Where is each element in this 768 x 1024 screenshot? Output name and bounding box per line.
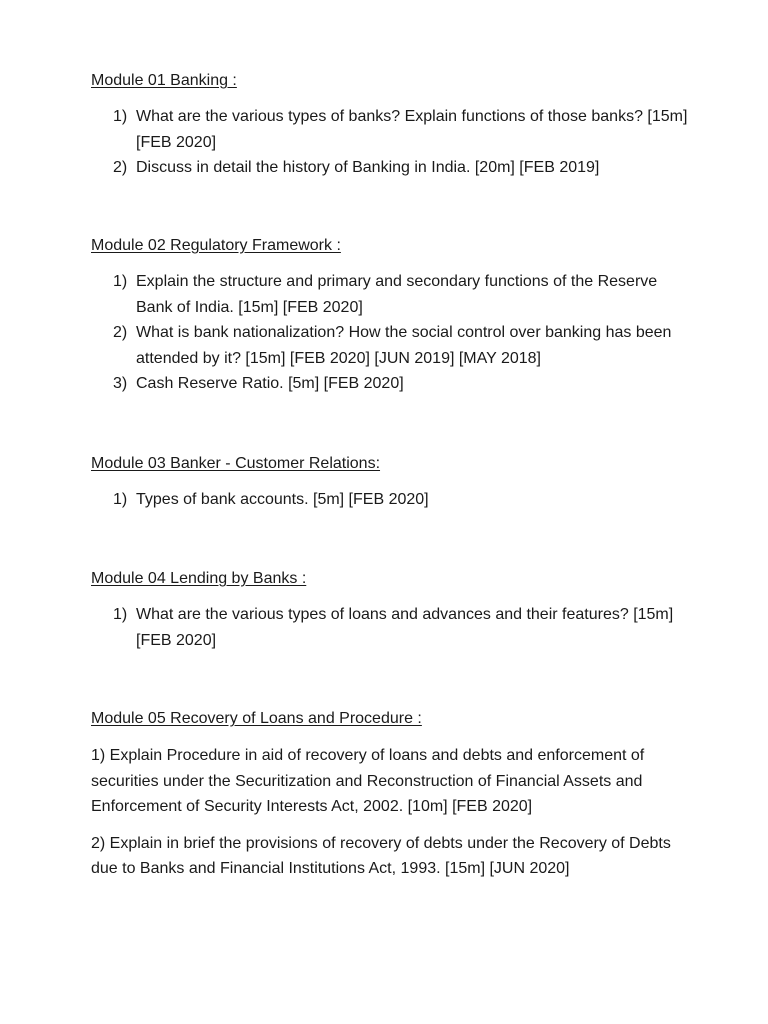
list-number: 1) — [113, 606, 128, 623]
list-number: 3) — [113, 375, 128, 392]
list-item — [91, 269, 691, 320]
module-heading: Module 02 Regulatory Framework : — [91, 237, 341, 254]
list-item — [91, 371, 691, 397]
list-item — [91, 320, 691, 371]
question-text: Types of bank accounts. [5m] [FEB 2020] — [136, 491, 429, 508]
list-item — [91, 104, 691, 155]
list-number: 1) — [113, 273, 128, 290]
question-text: What is bank nationalization? How the social control over banking has been attended by it? [15m] [FEB 2020] [JUN 2019] [MAY 2018] — [136, 324, 672, 367]
list-number: 2) — [113, 324, 128, 341]
list-number: 2) — [113, 159, 128, 176]
question-paragraph: 2) Explain in brief the provisions of recovery of debts under the Recovery of Debts due to Banks and Financial Institutions Act, 1993. [15m] [JUN 2020] — [91, 834, 671, 877]
question-list — [91, 487, 691, 513]
question-text: Discuss in detail the history of Banking in India. [20m] [FEB 2019] — [136, 159, 600, 176]
question-text: What are the various types of loans and advances and their features? [15m] [FEB 2020] — [136, 606, 674, 649]
list-number: 1) — [113, 491, 128, 508]
question-text: Cash Reserve Ratio. [5m] [FEB 2020] — [136, 375, 404, 392]
question-list — [91, 269, 691, 397]
list-number: 1) — [113, 108, 128, 125]
module-heading: Module 03 Banker - Customer Relations: — [91, 455, 381, 472]
list-item — [91, 155, 691, 181]
module-01 — [91, 71, 691, 181]
question-list — [91, 602, 691, 653]
module-02 — [91, 236, 691, 397]
question-text: Explain the structure and primary and secondary functions of the Reserve Bank of India. [15m] [FEB 2020] — [136, 273, 658, 316]
module-heading: Module 04 Lending by Banks : — [91, 570, 307, 587]
module-heading: Module 01 Banking : — [91, 72, 237, 89]
module-04 — [91, 569, 691, 653]
list-item — [91, 487, 691, 513]
module-heading: Module 05 Recovery of Loans and Procedure : — [91, 710, 422, 727]
module-05 — [91, 709, 691, 882]
question-text: What are the various types of banks? Explain functions of those banks? [15m] [FEB 2020] — [136, 108, 688, 151]
question-paragraph: 1) Explain Procedure in aid of recovery of loans and debts and enforcement of securities under the Securitization and Reconstruction of Financial Assets and Enforcement of Security Interests Act, 2002. [10m] [FEB 2020] — [91, 747, 645, 815]
question-list — [91, 104, 691, 181]
module-03 — [91, 454, 691, 513]
list-item — [91, 602, 691, 653]
